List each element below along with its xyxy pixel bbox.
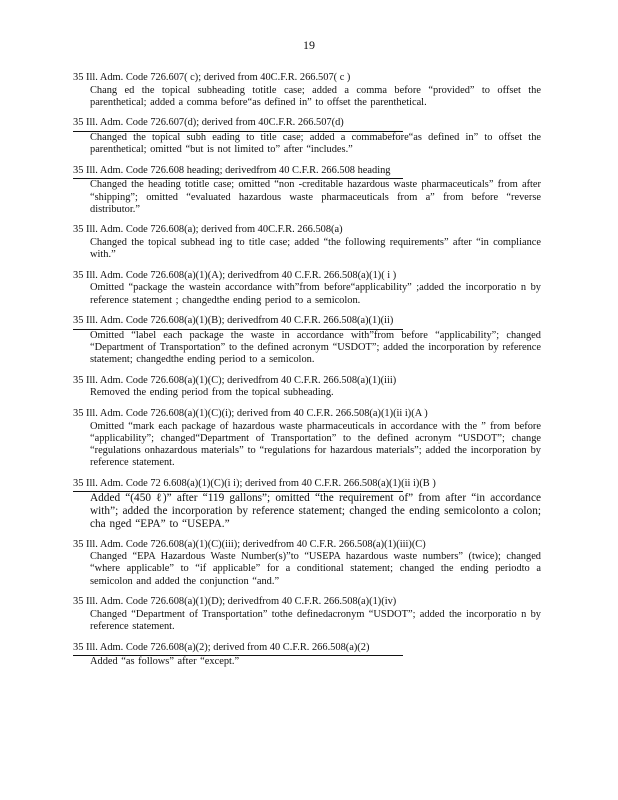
change-description: Changed the topical subh eading to title case; added a commabefore“as defined in” to offset the parenthetical; omitted “but is not limited to” after “includes.” [90, 131, 541, 156]
code-citation: 35 Ill. Adm. Code 726.607(d); derived from 40C.F.R. 266.507(d) [73, 117, 403, 132]
source-note-entry [73, 375, 541, 400]
page-number: 19 [303, 38, 315, 52]
code-citation: 35 Ill. Adm. Code 726.608(a)(1)(D); derivedfrom 40 C.F.R. 266.508(a)(1)(iv) [73, 596, 397, 608]
code-citation: 35 Ill. Adm. Code 72 6.608(a)(1)(C)(i i); derived from 40 C.F.R. 266.508(a)(1)(ii i)(B ) [73, 478, 403, 493]
change-description: Changed the heading totitle case; omitted “non -creditable hazardous waste pharmaceuticals” from after “shipping”; omitted “evaluated hazardous waste pharmaceuticals from a” from before “reverse distributor.” [90, 179, 541, 215]
source-note-entry [73, 642, 541, 669]
change-description: Omitted “label each package the waste in accordance with”from before “applicability”; changed “Department of Transportation” to the defined acronym “USDOT”; added the incorporation by reference statement; changedthe ending period to a semicolon. [90, 329, 541, 366]
code-citation: 35 Ill. Adm. Code 726.608(a)(1)(A); derivedfrom 40 C.F.R. 266.508(a)(1)( i ) [73, 269, 397, 281]
source-note-entry [73, 72, 541, 109]
source-note-entry [73, 270, 541, 307]
source-note-entry [73, 315, 541, 366]
change-description: Added “(450 ℓ)” after “119 gallons”; omitted “the requirement of” from after “in accordance with”; added the incorporation by reference statement; changed the ending semicolonto a colon; cha nged “EPA” to “USEPA.” [90, 492, 541, 530]
code-citation: 35 Ill. Adm. Code 726.608(a)(1)(C)(iii); derivedfrom 40 C.F.R. 266.508(a)(1)(iii)(C) [73, 538, 426, 550]
source-note-entry [73, 539, 541, 588]
change-description: Omitted “mark each package of hazardous waste pharmaceuticals in accordance with the ” from before “applicability”; changed“Department of Transportation” to the defined acronym “USDOT”; change “regulations onhazardous materials” to “regulations for hazardous materials”; added the incorporation by reference statement. [90, 420, 541, 469]
source-note-entry [73, 117, 541, 156]
code-citation: 35 Ill. Adm. Code 726.607( c); derived from 40C.F.R. 266.507( c ) [73, 72, 351, 83]
change-description: Changed the topical subhead ing to title case; added “the following requirements” after “in compliance with.” [90, 236, 541, 261]
source-note-entry [73, 478, 541, 530]
code-citation: 35 Ill. Adm. Code 726.608(a)(1)(C); derivedfrom 40 C.F.R. 266.508(a)(1)(iii) [73, 374, 397, 386]
change-description: Changed “Department of Transportation” tothe definedacronym “USDOT”; added the incorporatio n by reference statement. [90, 608, 541, 632]
change-description: Omitted “package the wastein accordance with”from before“applicability” ;added the incorporatio n by reference statement ; changedthe ending period to a semicolon. [90, 282, 541, 306]
source-note-entry [73, 224, 541, 261]
source-note-entry [73, 596, 541, 633]
change-description: Chang ed the topical subheading totitle case; added a comma before “provided” to offset the parenthetical; added a comma before“as defined in” to offset the parenthetical. [90, 84, 541, 108]
code-citation: 35 Ill. Adm. Code 726.608(a)(1)(C)(i); derived from 40 C.F.R. 266.508(a)(1)(ii i)(A ) [73, 408, 428, 420]
code-citation: 35 Ill. Adm. Code 726.608(a)(2); derived from 40 C.F.R. 266.508(a)(2) [73, 642, 403, 657]
change-description: Changed “EPA Hazardous Waste Number(s)”to “USEPA hazardous waste numbers” (twice); changed “where applicable” to “if applicable” for a conditional statement; changed the ending periodto a semicolon and added the conjunction “and.” [90, 551, 541, 587]
change-description: Added “as follows” after “except.” [90, 656, 240, 668]
source-note-list [73, 72, 541, 677]
code-citation: 35 Ill. Adm. Code 726.608(a); derived from 40C.F.R. 266.508(a) [73, 224, 343, 236]
code-citation: 35 Ill. Adm. Code 726.608(a)(1)(B); derivedfrom 40 C.F.R. 266.508(a)(1)(ii) [73, 315, 403, 330]
change-description: Removed the ending period from the topical subheading. [90, 387, 334, 399]
source-note-entry [73, 408, 541, 469]
source-note-entry [73, 165, 541, 216]
code-citation: 35 Ill. Adm. Code 726.608 heading; derivedfrom 40 C.F.R. 266.508 heading [73, 165, 403, 180]
